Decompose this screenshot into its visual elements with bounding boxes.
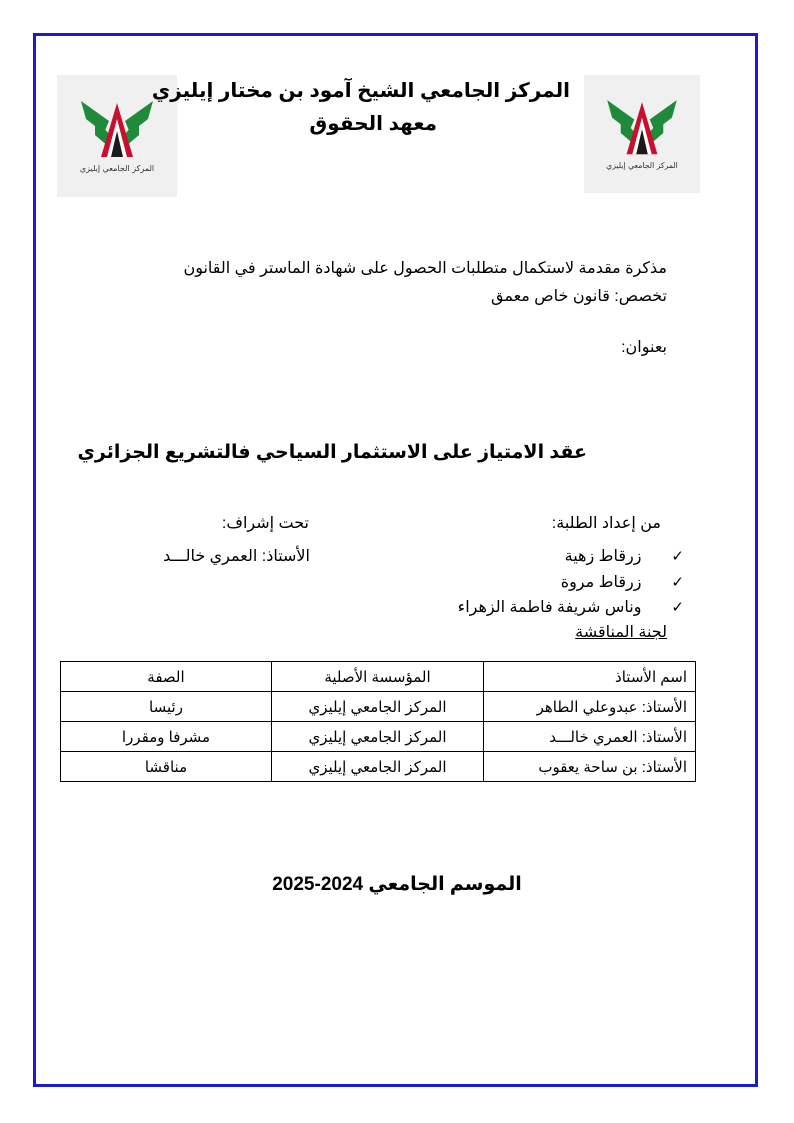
logo-right: [584, 75, 700, 193]
table-row: [61, 752, 696, 782]
column-header: اسم الأستاذ: [484, 662, 696, 692]
checkmark-icon: ✓: [671, 574, 684, 591]
institution-name: المركز الجامعي الشيخ آمود بن مختار إيليزي: [151, 80, 570, 102]
title-label: بعنوان:: [621, 339, 667, 356]
institute-name: معهد الحقوق: [309, 113, 437, 135]
academic-year: الموسم الجامعي 2024-2025: [272, 874, 522, 895]
student-item: [561, 572, 684, 592]
table-cell: مناقشا: [61, 752, 272, 782]
supervision-label: تحت إشراف:: [221, 515, 309, 532]
table-cell: المركز الجامعي إيليزي: [272, 752, 484, 782]
preparation-label: من إعداد الطلبة:: [551, 515, 661, 532]
checkmark-icon: ✓: [671, 548, 684, 565]
column-header: الصفة: [61, 662, 272, 692]
committee-table: [60, 661, 696, 782]
university-emblem-icon: [584, 75, 700, 193]
student-name: زرقاط مروة: [560, 574, 642, 591]
supervisor-name: الأستاذ: العمري خالـــد: [163, 548, 310, 565]
table-cell: المركز الجامعي إيليزي: [272, 692, 484, 722]
table-cell: مشرفا ومقررا: [61, 722, 272, 752]
table-cell: المركز الجامعي إيليزي: [272, 722, 484, 752]
student-name: زرقاط زهية: [564, 548, 642, 565]
student-item: [458, 597, 684, 617]
student-item: [565, 546, 684, 566]
table-row: [61, 722, 696, 752]
committee-label: لجنة المناقشة: [575, 624, 667, 641]
svg-text:المركز الجامعي إيليزي: المركز الجامعي إيليزي: [606, 160, 678, 170]
table-cell: الأستاذ: بن ساحة يعقوب: [484, 752, 696, 782]
table-header-row: [61, 662, 696, 692]
student-name: وناس شريفة فاطمة الزهراء: [457, 599, 642, 616]
table-cell: رئيسا: [61, 692, 272, 722]
column-header: المؤسسة الأصلية: [272, 662, 484, 692]
table-row: [61, 692, 696, 722]
thesis-title: عقد الامتياز على الاستثمار السياحي فالتشريع الجزائري: [77, 442, 587, 463]
table-cell: الأستاذ: العمري خالـــد: [484, 722, 696, 752]
checkmark-icon: ✓: [671, 599, 684, 616]
specialization: تخصص: قانون خاص معمق: [490, 288, 667, 305]
memo-purpose: مذكرة مقدمة لاستكمال متطلبات الحصول على شهادة الماستر في القانون: [183, 260, 667, 277]
table-cell: الأستاذ: عبدوعلي الطاهر: [484, 692, 696, 722]
svg-text:المركز الجامعي إيليزي: المركز الجامعي إيليزي: [79, 164, 155, 173]
